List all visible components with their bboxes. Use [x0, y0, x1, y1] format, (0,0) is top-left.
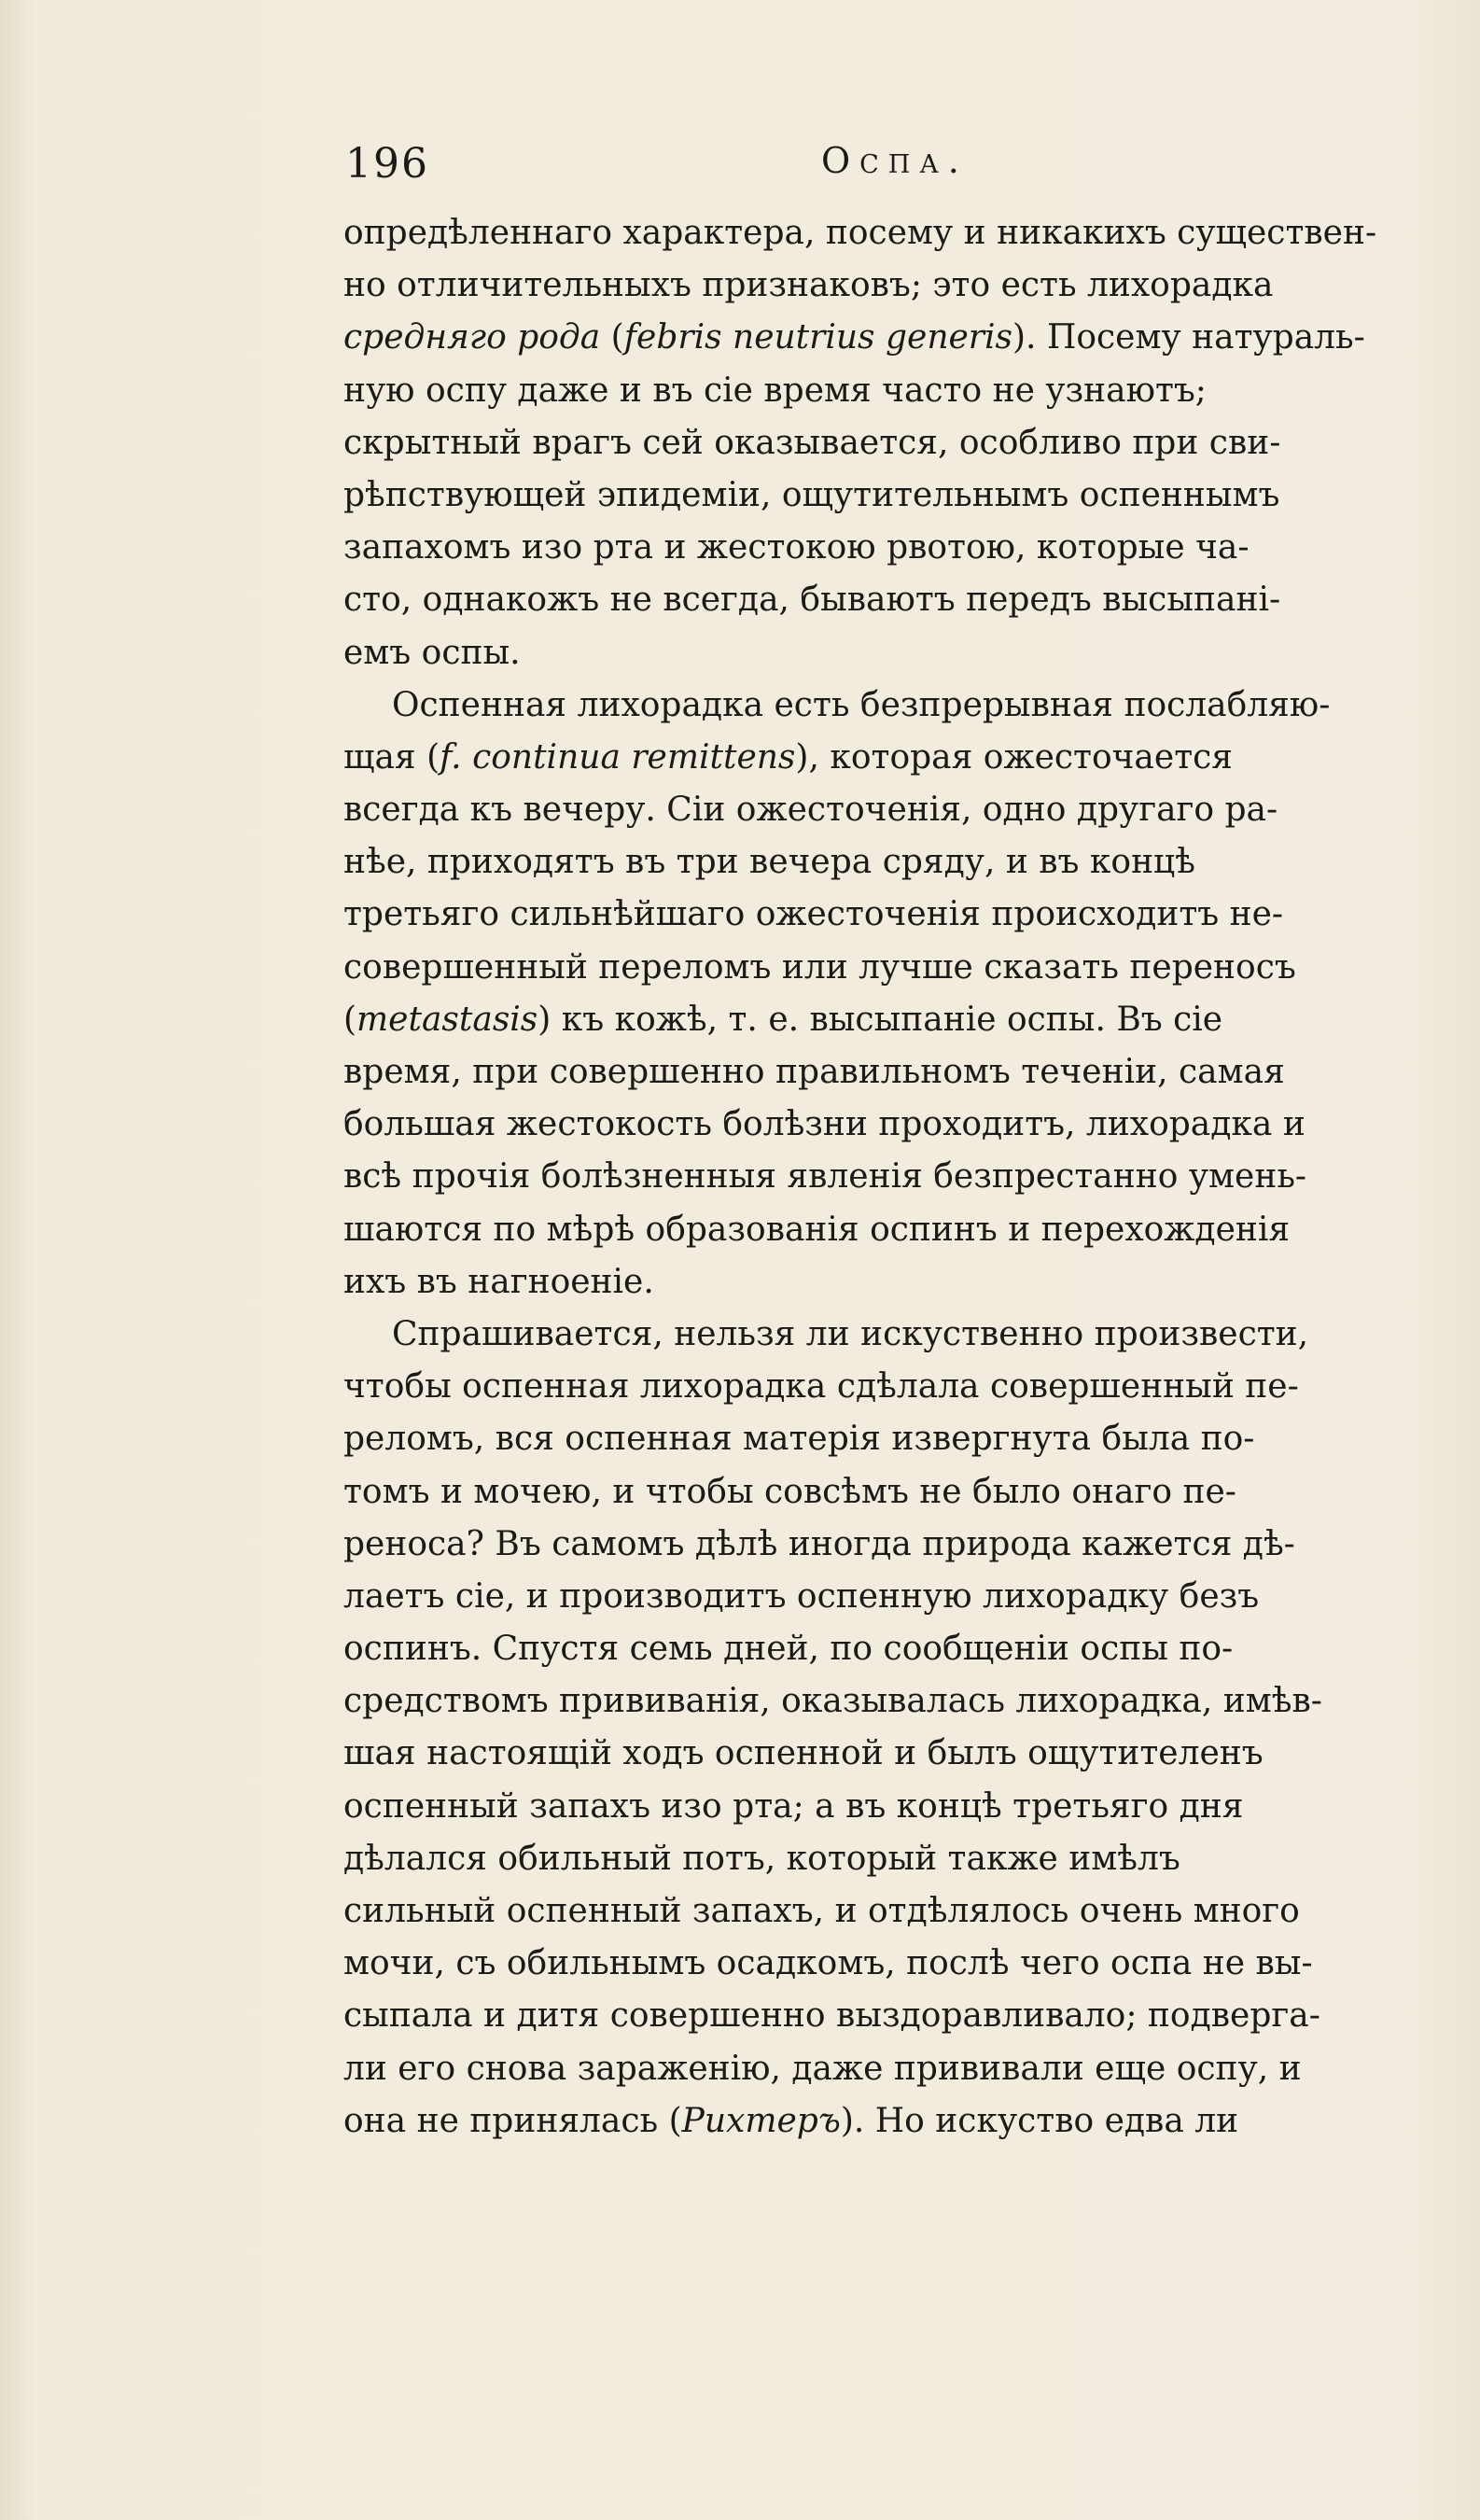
text-segment: ) къ кожѣ, т. е. высыпаніе оспы. Въ сіе — [538, 1000, 1223, 1039]
text-segment: сильный оспенный запахъ, и отдѣлялось очень много — [343, 1892, 1300, 1930]
text-segment: чтобы оспенная лихорадка сдѣлала совершенный пе- — [343, 1367, 1299, 1407]
text-segment: время, при совершенно правильномъ теченіи, самая — [343, 1053, 1285, 1091]
text-segment: она не принялась ( — [343, 2101, 682, 2140]
text-line — [343, 1466, 1480, 1519]
text-segment: реломъ, вся оспенная матерія извергнута была по- — [343, 1420, 1255, 1459]
text-line — [343, 942, 1480, 994]
text-segment: всѣ прочія болѣзненныя явленія безпрестанно умень- — [343, 1157, 1307, 1197]
text-segment: ( — [343, 1000, 357, 1039]
text-line — [343, 1151, 1480, 1203]
text-segment: совершенный переломъ или лучше сказать переносъ — [343, 947, 1296, 987]
text-line — [343, 1361, 1480, 1413]
text-line — [343, 1256, 1480, 1309]
text-segment: оспинъ. Спустя семь дней, по сообщеніи оспы по- — [343, 1630, 1234, 1669]
text-line — [343, 2095, 1480, 2148]
text-segment: реноса? Въ самомъ дѣлѣ иногда природа кажется дѣ- — [343, 1524, 1295, 1563]
italic-segment: f. continua remittens — [440, 737, 796, 777]
text-segment: Оспенная лихорадка есть безпрерывная послабляю- — [392, 685, 1331, 724]
text-segment: скрытный врагъ сей оказывается, особливо при сви- — [343, 423, 1281, 462]
text-segment: сыпала и дитя совершенно выздоравливало; подверга- — [343, 1996, 1320, 2036]
text-line — [343, 469, 1480, 522]
text-line — [343, 1938, 1480, 1990]
text-segment: щая ( — [343, 737, 440, 777]
running-title: Оспа. — [821, 140, 969, 181]
text-line — [343, 417, 1480, 469]
text-line — [343, 1833, 1480, 1885]
text-line — [343, 574, 1480, 626]
text-line — [343, 259, 1480, 312]
text-segment: ли его снова зараженію, даже прививали еще оспу, и — [343, 2049, 1302, 2088]
body-text — [343, 207, 1480, 2148]
italic-segment: Рихтеръ — [681, 2101, 841, 2140]
text-segment: мочи, съ обильнымъ осадкомъ, послѣ чего оспа не вы- — [343, 1944, 1313, 1983]
text-segment: большая жестокость болѣзни проходитъ, лихорадка и — [343, 1105, 1305, 1144]
text-segment: томъ и мочею, и чтобы совсѣмъ не было онаго пе- — [343, 1472, 1236, 1511]
text-line — [343, 627, 1480, 679]
text-line — [343, 312, 1480, 364]
text-line — [343, 1885, 1480, 1938]
text-line — [343, 1204, 1480, 1256]
text-segment: но отличительныхъ признаковъ; это есть лихорадка — [343, 266, 1274, 305]
page-header — [0, 140, 1480, 196]
text-line — [343, 732, 1480, 784]
text-segment: запахомъ изо рта и жестокою рвотою, которые ча- — [343, 528, 1250, 567]
text-line — [343, 2043, 1480, 2095]
text-segment: ), которая ожесточается — [795, 737, 1233, 777]
text-line — [343, 1519, 1480, 1571]
text-line — [343, 1571, 1480, 1623]
text-segment: ихъ въ нагноеніе. — [343, 1262, 654, 1301]
text-line — [343, 679, 1480, 732]
text-line — [343, 1046, 1480, 1099]
text-segment: рѣпствующей эпидеміи, ощутительнымъ оспеннымъ — [343, 475, 1280, 514]
italic-segment: средняго рода — [343, 318, 601, 357]
text-segment: ную оспу даже и въ сіе время часто не узнаютъ; — [343, 371, 1207, 410]
text-line — [343, 365, 1480, 417]
text-line — [343, 207, 1480, 259]
text-line — [343, 1099, 1480, 1151]
text-line — [343, 1675, 1480, 1728]
text-segment: оспенный запахъ изо рта; а въ концѣ третьяго дня — [343, 1786, 1244, 1826]
text-segment: емъ оспы. — [343, 633, 521, 672]
text-segment: всегда къ вечеру. Сіи ожесточенія, одно другаго ра- — [343, 791, 1278, 830]
text-line — [343, 889, 1480, 941]
text-line — [343, 522, 1480, 574]
text-segment: шая настоящій ходъ оспенной и былъ ощутителенъ — [343, 1734, 1264, 1773]
text-line — [343, 1990, 1480, 2042]
italic-segment: febris neutrius generis — [623, 318, 1013, 357]
text-line — [343, 784, 1480, 836]
italic-segment: metastasis — [356, 1000, 538, 1039]
text-segment: дѣлался обильный потъ, который также имѣлъ — [343, 1839, 1180, 1878]
text-segment: нѣе, приходятъ въ три вечера сряду, и въ концѣ — [343, 843, 1195, 882]
text-segment: лаетъ сіе, и производитъ оспенную лихорадку безъ — [343, 1576, 1260, 1616]
text-line — [343, 836, 1480, 889]
text-line — [343, 1728, 1480, 1780]
text-line — [343, 1623, 1480, 1675]
text-segment: средствомъ прививанія, оказывалась лихорадка, имѣв- — [343, 1682, 1322, 1721]
text-segment: ). Посему натураль- — [1012, 318, 1365, 357]
text-line — [343, 1781, 1480, 1833]
text-segment: ). Но искуство едва ли — [840, 2101, 1239, 2140]
text-segment: сто, однакожъ не всегда, бываютъ передъ высыпані- — [343, 581, 1281, 620]
text-line — [343, 1309, 1480, 1361]
text-segment: шаются по мѣрѣ образованія оспинъ и перехожденія — [343, 1210, 1291, 1249]
page-number: 196 — [345, 140, 429, 188]
text-segment: опредѣленнаго характера, посему и никакихъ существен- — [343, 214, 1377, 252]
text-segment: ( — [600, 318, 624, 357]
text-segment: третьяго сильнѣйшаго ожесточенія происходитъ не- — [343, 895, 1284, 934]
text-line — [343, 994, 1480, 1046]
text-segment: Спрашивается, нельзя ли искуственно произвести, — [392, 1314, 1309, 1353]
text-line — [343, 1413, 1480, 1465]
